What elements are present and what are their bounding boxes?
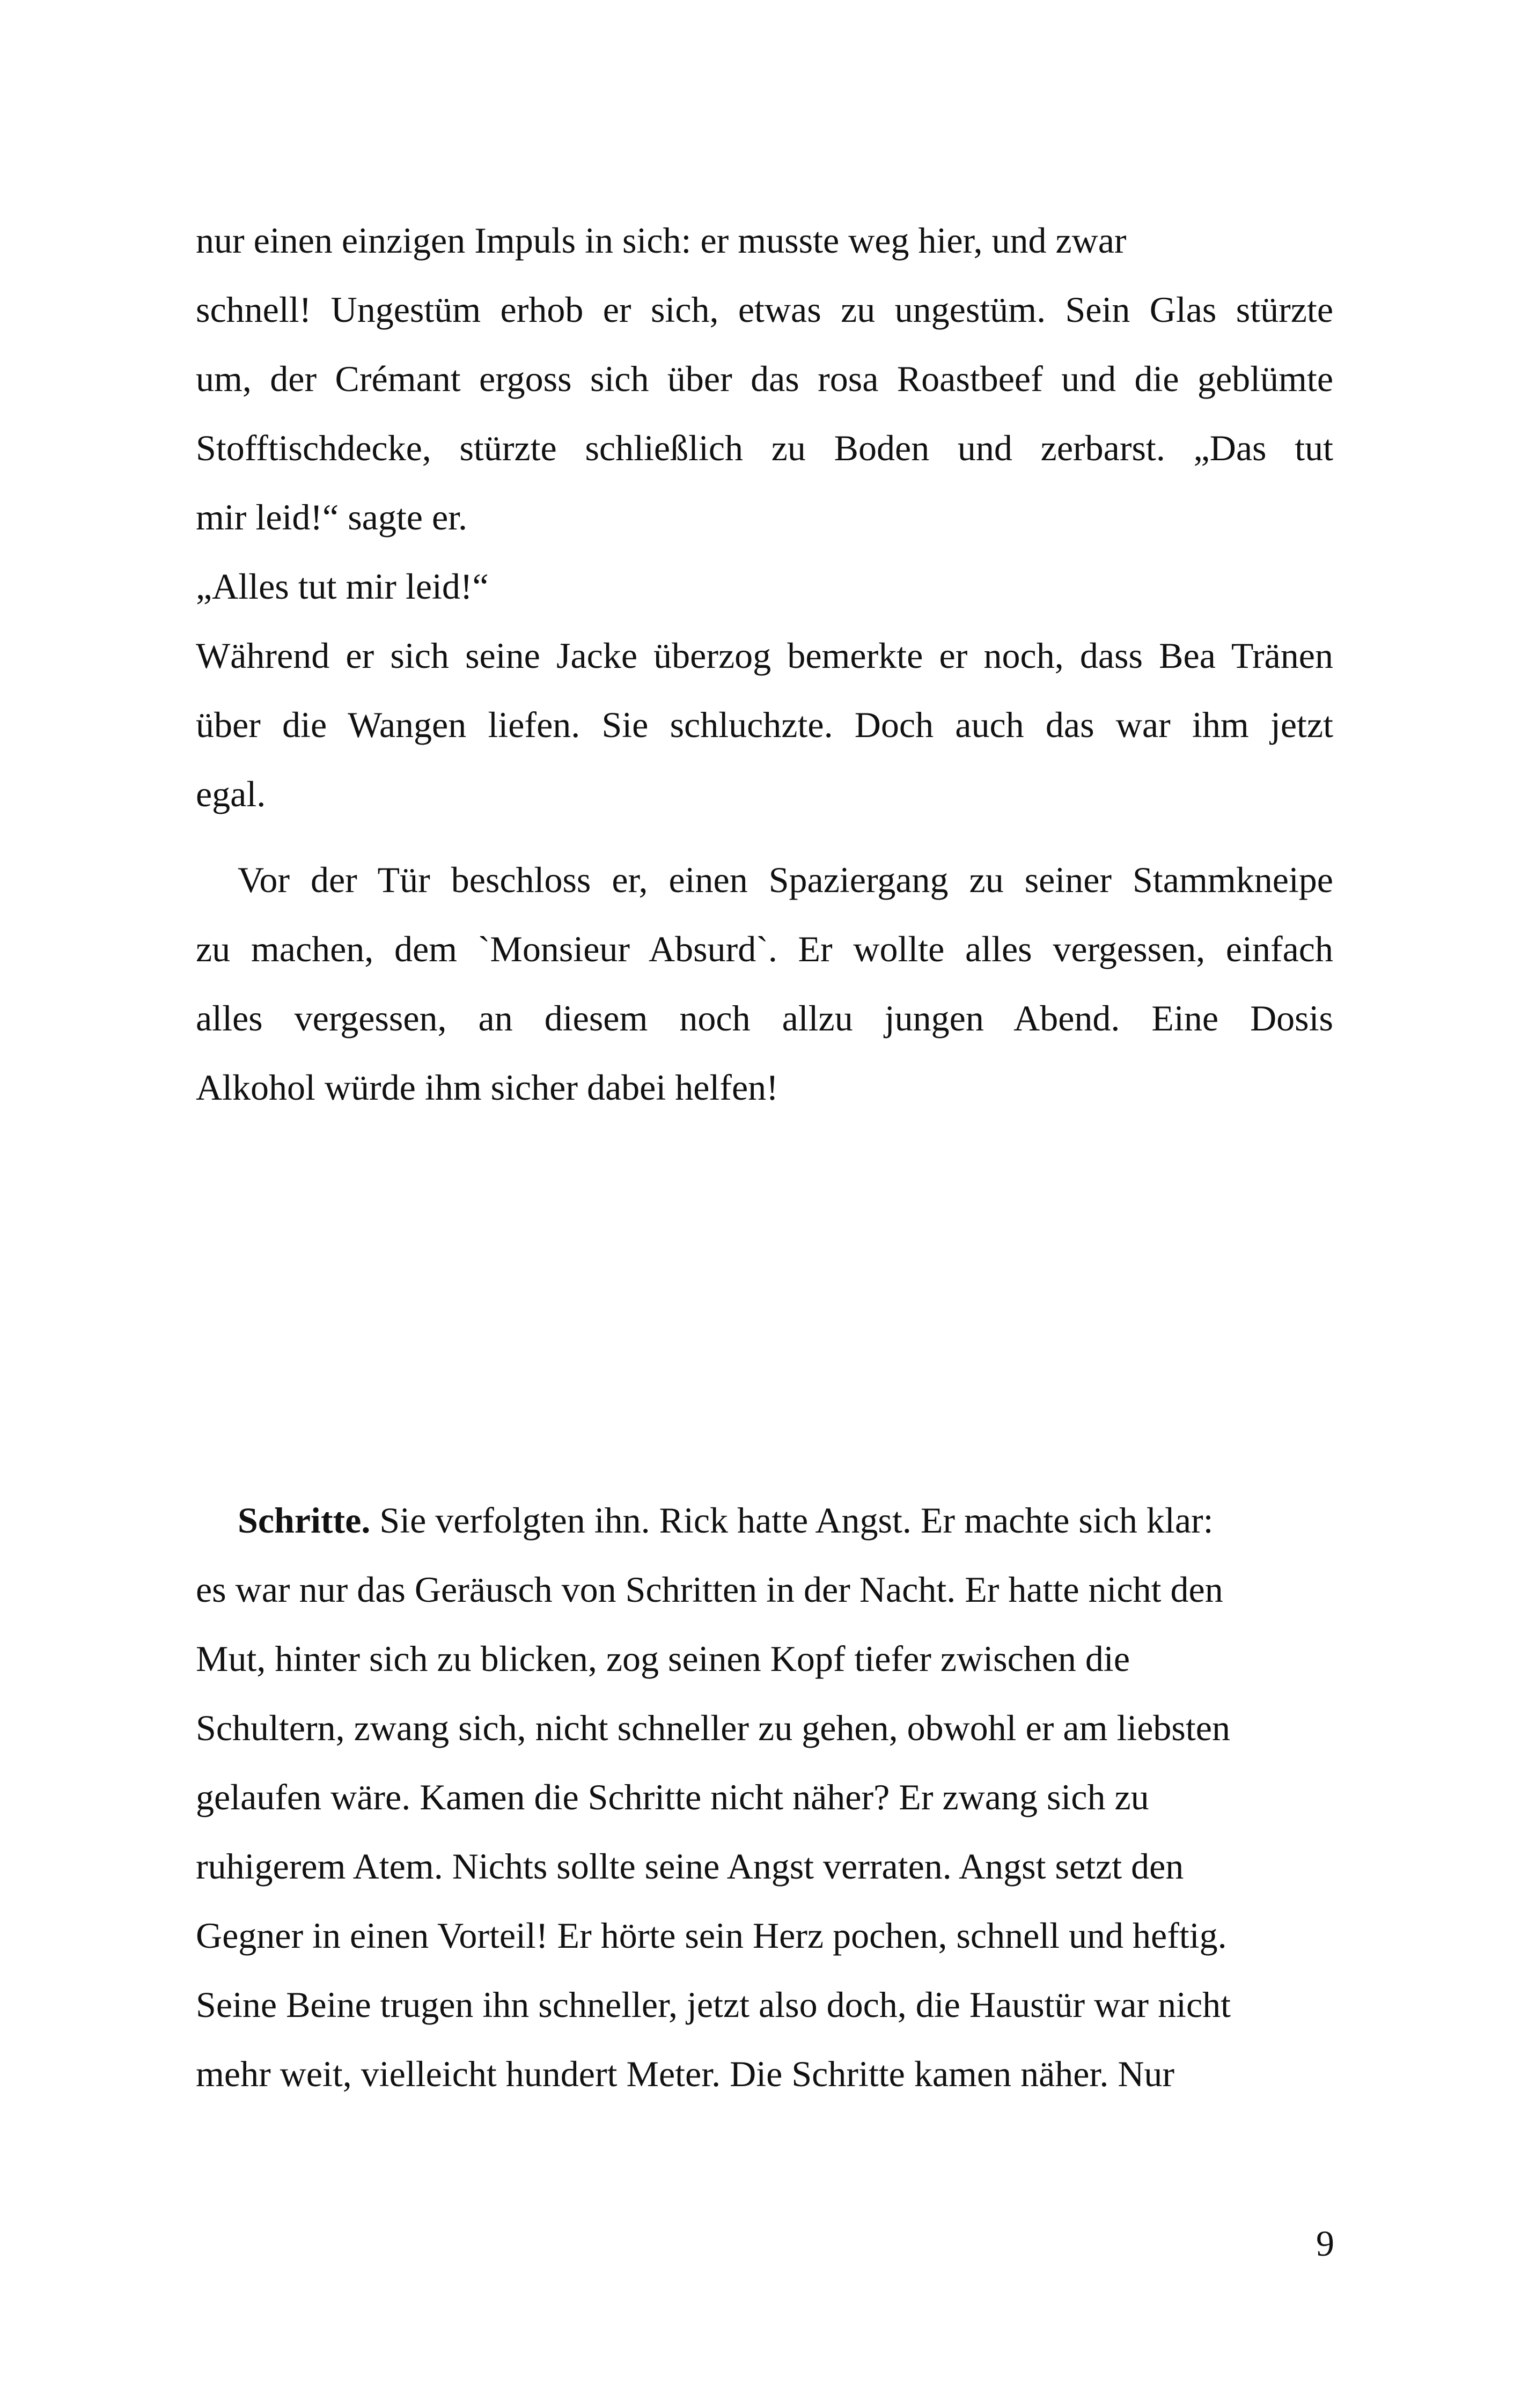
text-line: „Alles tut mir leid!“	[196, 566, 489, 607]
text-line: egal.	[196, 774, 266, 814]
text-line: gelaufen wäre. Kamen die Schritte nicht näher? Er zwang sich zu	[196, 1777, 1149, 1817]
text-line: Mut, hinter sich zu blicken, zog seinen Kopf tiefer zwischen die	[196, 1638, 1130, 1679]
text-line: es war nur das Geräusch von Schritten in der Nacht. Er hatte nicht den	[196, 1569, 1223, 1610]
text-line: schnell! Ungestüm erhob er sich, etwas zu ungestüm. Sein Glas stürzte	[196, 289, 1333, 330]
text-line: ruhigerem Atem. Nichts sollte seine Angst verraten. Angst setzt den	[196, 1846, 1184, 1887]
text-line: Seine Beine trugen ihn schneller, jetzt also doch, die Haustür war nicht	[196, 1984, 1231, 2025]
text-line: Gegner in einen Vorteil! Er hörte sein Herz pochen, schnell und heftig.	[196, 1915, 1227, 1956]
paragraph-lead-bold: Schritte.	[238, 1500, 371, 1541]
text-line-first	[196, 1486, 1333, 1555]
text-line: mir leid!“ sagte er.	[196, 497, 468, 537]
paragraph-3	[196, 1486, 1333, 2109]
page-number: 9	[1316, 2223, 1334, 2264]
text-line: Alkohol würde ihm sicher dabei helfen!	[196, 1067, 778, 1108]
text-line: zu machen, dem `Monsieur Absurd`. Er wollte alles vergessen, einfach	[196, 929, 1333, 969]
paragraph-2	[196, 845, 1333, 1122]
text-line: Während er sich seine Jacke überzog bemerkte er noch, dass Bea Tränen	[196, 635, 1333, 676]
first-line-rest: Sie verfolgten ihn. Rick hatte Angst. Er machte sich klar:	[370, 1500, 1214, 1541]
text-line: Schultern, zwang sich, nicht schneller zu gehen, obwohl er am liebsten	[196, 1707, 1230, 1748]
paragraph-1	[196, 206, 1333, 829]
text-line: Stofftischdecke, stürzte schließlich zu Boden und zerbarst. „Das tut	[196, 428, 1333, 468]
text-line: nur einen einzigen Impuls in sich: er musste weg hier, und zwar	[196, 220, 1127, 261]
text-line: über die Wangen liefen. Sie schluchzte. Doch auch das war ihm jetzt	[196, 704, 1333, 745]
text-line: alles vergessen, an diesem noch allzu jungen Abend. Eine Dosis	[196, 998, 1333, 1039]
text-line: um, der Crémant ergoss sich über das rosa Roastbeef und die geblümte	[196, 358, 1333, 399]
text-line: mehr weit, vielleicht hundert Meter. Die Schritte kamen näher. Nur	[196, 2053, 1175, 2094]
text-line: Vor der Tür beschloss er, einen Spaziergang zu seiner Stammkneipe	[238, 859, 1333, 900]
